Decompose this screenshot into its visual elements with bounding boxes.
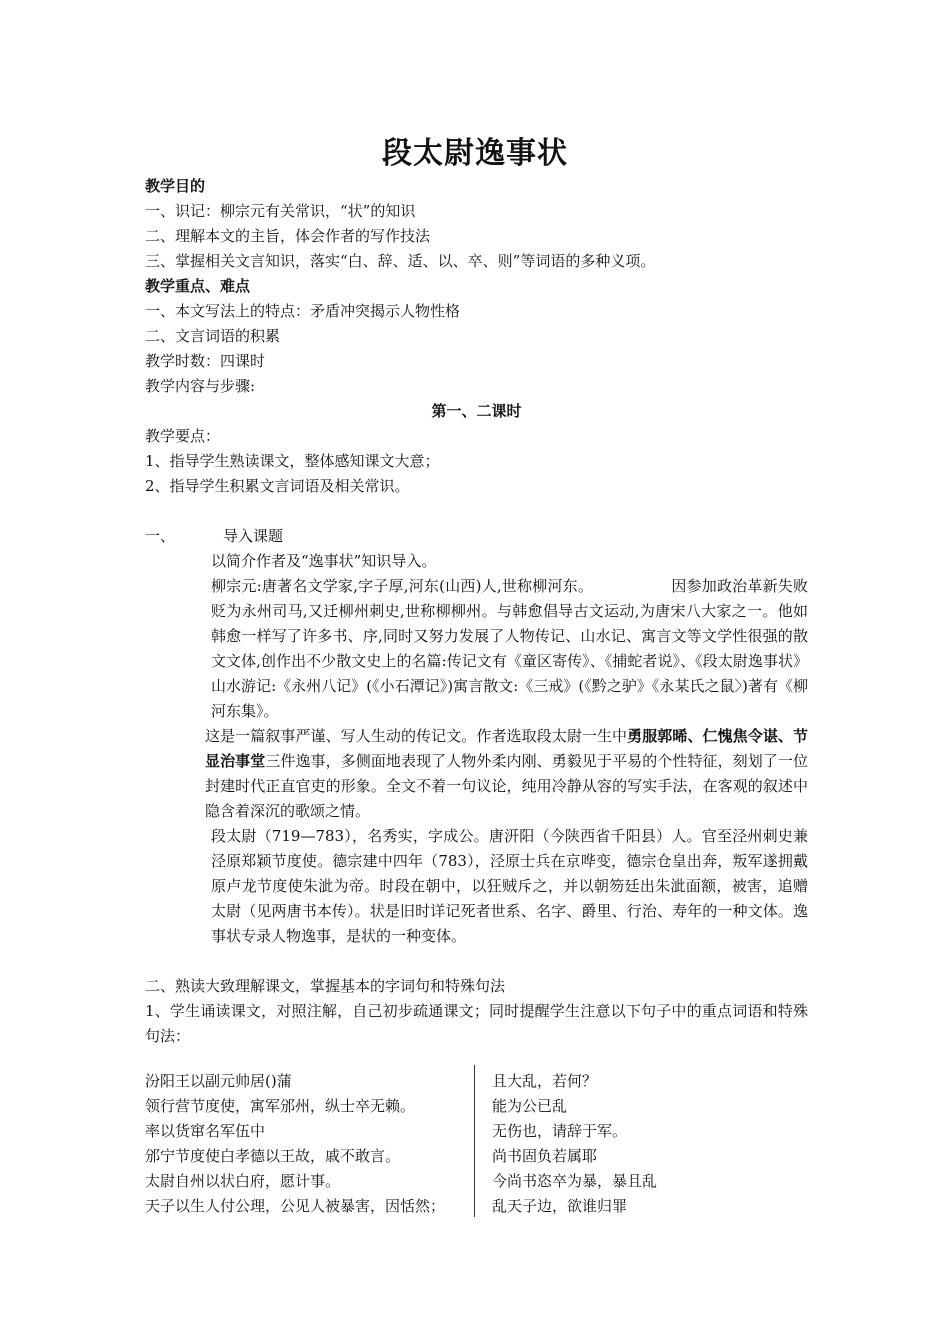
sentence-item: 能为公已乱 (492, 1097, 568, 1115)
section2-instruction: 1、学生诵读课文，对照注解，自己初步疏通课文；同时提醒学生注意以下句子中的重点词语和特殊句法： (145, 1002, 808, 1045)
section1-number: 一、 (145, 527, 176, 545)
sentence-item: 邠宁节度使白孝德以王故，戚不敢言。 (145, 1147, 401, 1165)
sentence-item: 率以货窜名军伍中 (145, 1122, 266, 1140)
column-divider (474, 1065, 475, 1217)
key-points-heading: 教学重点、难点 (145, 277, 251, 295)
objective-item: 一、识记：柳宗元有关常识，“状”的知识 (145, 202, 416, 220)
key-point-item: 二、文言词语的积累 (145, 327, 281, 345)
sentence-item: 无伤也，请辞于军。 (492, 1122, 628, 1140)
sentence-item: 乱天子边，欲谁归罪 (492, 1197, 628, 1215)
objective-item: 二、理解本文的主旨，体会作者的写作技法 (145, 227, 431, 245)
document-title: 段太尉逸事状 (382, 136, 568, 171)
sentence-item: 今尚书恣卒为暴，暴且乱 (492, 1172, 658, 1190)
objective-item: 三、掌握相关文言知识，落实“白、辞、适、以、卒、则”等词语的多种义项。 (145, 252, 656, 270)
steps-label: 教学内容与步骤: (145, 377, 256, 395)
biography-paragraph: 段太尉（719—783），名秀实，字成公。唐汧阳（今陕西省千阳县）人。官至泾州刺史兼泾原郑颖节度使。德宗建中四年（783），泾原士兵在京哗变，德宗仓皇出奔，叛军遂拥戴原卢龙节度使朱泚为帝。时段在朝中，以狂贼斥之，并以朝笏廷出朱泚面额，被害，追赠太尉（见两唐书本传）。状是旧时详记死者世系、名字、爵里、行治、寿年的一种文体。逸事状专录人物逸事，是状的一种变体。 (211, 827, 808, 945)
document-body (145, 174, 808, 1219)
key-point-item: 一、本文写法上的特点：矛盾冲突揭示人物性格 (145, 302, 461, 320)
lesson-point: 2、指导学生积累文言词语及相关常识。 (145, 477, 410, 495)
sentence-column-left (145, 1069, 470, 1219)
article-key-events: 勇服郭晞、仁愧焦令谌、节显治事堂 (205, 727, 808, 770)
sentence-columns (145, 1069, 808, 1219)
author-career-text: 因参加政治革新失败贬为永州司马,又迁柳州刺史,世称柳柳州。与韩愈倡导古文运动,为唐宋八大家之一。他如韩愈一样写了许多书、序,同时又努力发展了人物传记、山水记、寓言文等文学性很强的散文文体,创作出不少散文史上的名篇:传记文有《童区寄传》、《捕蛇者说》、《段太尉逸事状》山水游记:《永州八记》(《小石潭记》)寓言散文:《三戒》(《黔之驴》《永某氏之鼠〉)著有《柳河东集》。 (211, 577, 808, 720)
article-text-b: 三件逸事，多侧面地表现了人物外柔内刚、勇毅见于平易的个性特征，刻划了一位封建时代正直官吏的形象。全文不着一句议论，纯用冷静从容的写实手法，在客观的叙述中隐含着深沉的歌颂之情。 (205, 752, 808, 820)
sentence-item: 领行营节度使，寓军邠州，纵士卒无赖。 (145, 1097, 416, 1115)
sentence-item: 太尉自州以状白府，愿计事。 (145, 1172, 341, 1190)
lesson-point: 1、指导学生熟读课文，整体感知课文大意； (145, 452, 440, 470)
article-text-a: 这是一篇叙事严谨、写人生动的传记文。作者选取段太尉一生中 (205, 727, 628, 745)
sentence-item: 汾阳王以副元帅居()蒲 (145, 1072, 292, 1090)
section2-heading: 二、熟读大致理解课文，掌握基本的字词句和特殊句法 (145, 977, 506, 995)
sentence-item: 尚书固负若属耶 (492, 1147, 598, 1165)
section1-intro: 以简介作者及“逸事状”知识导入。 (211, 552, 437, 570)
sentence-column-right (492, 1069, 808, 1219)
section1-heading (145, 524, 808, 549)
section1-title: 导入课题 (223, 527, 284, 545)
author-paragraph (145, 574, 808, 724)
author-name-text: 柳宗元:唐著名文学家,字子厚,河东(山西)人,世称柳河东。 (211, 577, 594, 595)
lesson-points-label: 教学要点： (145, 427, 221, 445)
objectives-heading: 教学目的 (145, 177, 206, 195)
teaching-hours: 教学时数：四课时 (145, 352, 266, 370)
lesson-heading: 第一、二课时 (431, 402, 522, 420)
sentence-item: 天子以生人付公理，公见人被暴害，因恬然； (145, 1197, 446, 1215)
sentence-item: 且大乱，若何？ (492, 1072, 598, 1090)
article-paragraph (145, 724, 808, 824)
